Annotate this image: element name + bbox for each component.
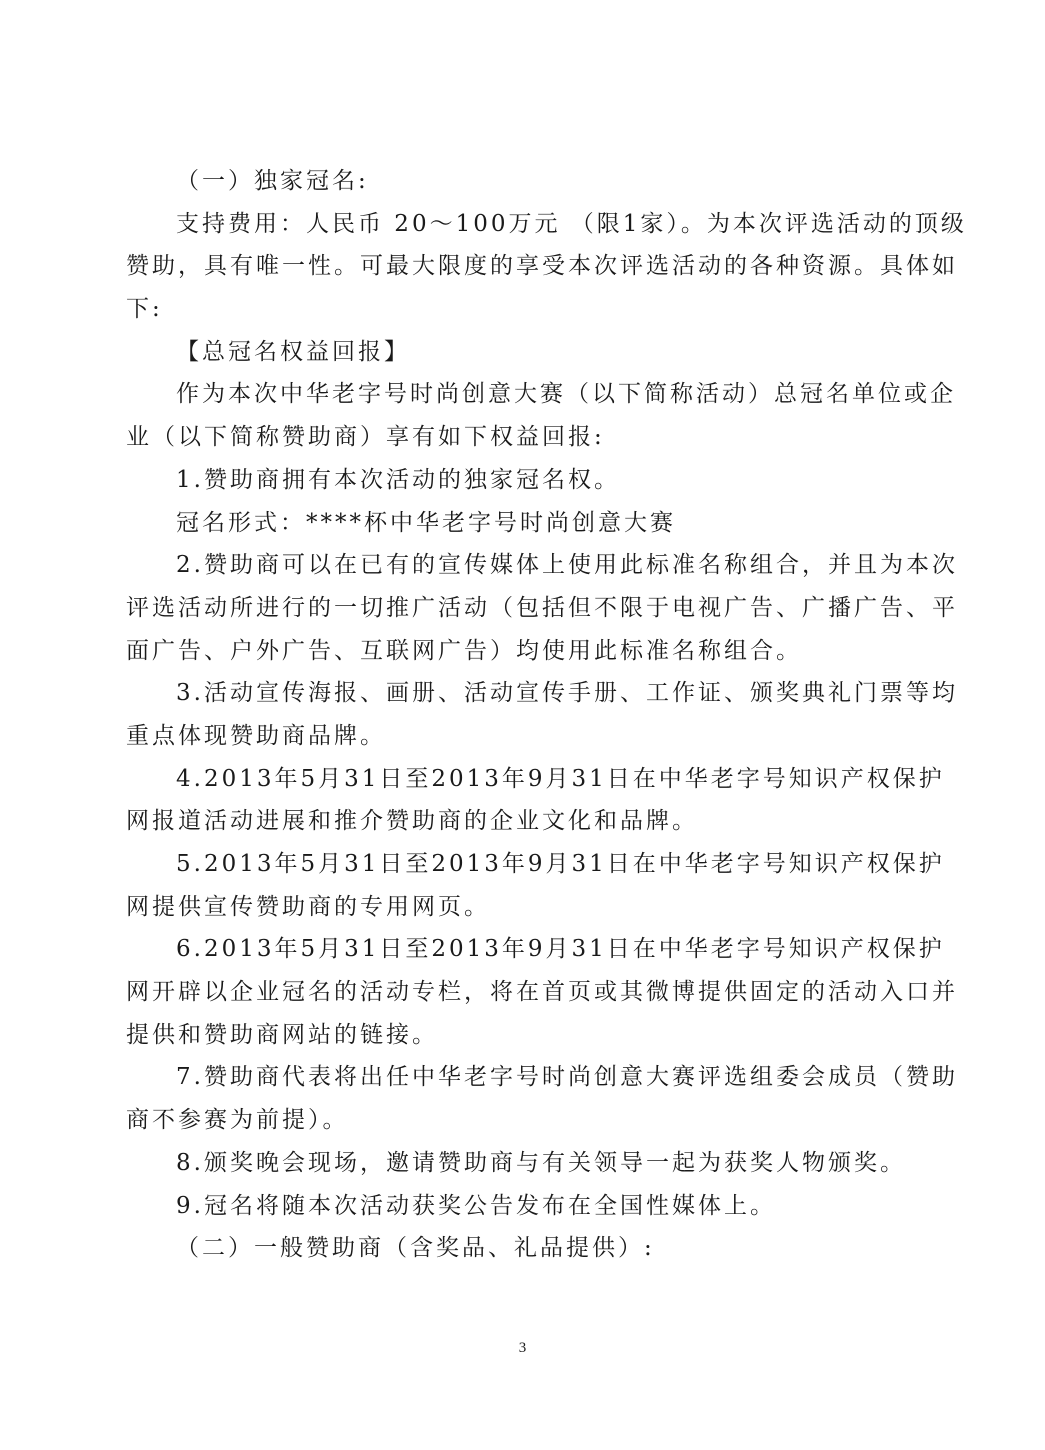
list-item-8: 8.颁奖晚会现场，邀请赞助商与有关领导一起为获奖人物颁奖。 bbox=[176, 1149, 906, 1176]
paragraph-line: 网提供宣传赞助商的专用网页。 bbox=[126, 893, 490, 920]
paragraph-line: 网开辟以企业冠名的活动专栏，将在首页或其微博提供固定的活动入口并 bbox=[126, 979, 958, 1006]
paragraph-line: 业（以下简称赞助商）享有如下权益回报: bbox=[126, 424, 605, 451]
paragraph-line: 支持费用：人民币 20～100万元 （限1家）。为本次评选活动的顶级 bbox=[176, 210, 967, 237]
paragraph-line: 下: bbox=[126, 296, 163, 323]
list-item-7: 7.赞助商代表将出任中华老字号时尚创意大赛评选组委会成员（赞助 bbox=[176, 1064, 958, 1091]
naming-format-line: 冠名形式：****杯中华老字号时尚创意大赛 bbox=[176, 509, 676, 536]
subheading-title-sponsor-benefits: 【总冠名权益回报】 bbox=[176, 338, 410, 365]
paragraph-line: 商不参赛为前提）。 bbox=[126, 1107, 349, 1134]
section-heading-exclusive-naming: （一）独家冠名: bbox=[176, 168, 369, 194]
paragraph-line: 作为本次中华老字号时尚创意大赛（以下简称活动）总冠名单位或企 bbox=[176, 381, 956, 408]
list-item-3: 3.活动宣传海报、画册、活动宣传手册、工作证、颁奖典礼门票等均 bbox=[176, 680, 958, 707]
paragraph-line: 评选活动所进行的一切推广活动（包括但不限于电视广告、广播广告、平 bbox=[126, 594, 958, 621]
section-heading-general-sponsor: （二）一般赞助商（含奖品、礼品提供）: bbox=[176, 1235, 655, 1262]
list-item-2: 2.赞助商可以在已有的宣传媒体上使用此标准名称组合，并且为本次 bbox=[176, 552, 958, 579]
list-item-9: 9.冠名将随本次活动获奖公告发布在全国性媒体上。 bbox=[176, 1192, 776, 1219]
list-item-1: 1.赞助商拥有本次活动的独家冠名权。 bbox=[176, 466, 620, 493]
document-body bbox=[126, 160, 967, 1270]
paragraph-line: 提供和赞助商网站的链接。 bbox=[126, 1021, 438, 1048]
paragraph-line: 网报道活动进展和推介赞助商的企业文化和品牌。 bbox=[126, 808, 698, 835]
paragraph-line: 重点体现赞助商品牌。 bbox=[126, 722, 386, 749]
paragraph-line: 面广告、户外广告、互联网广告）均使用此标准名称组合。 bbox=[126, 637, 802, 664]
list-item-5: 5.2013年5月31日至2013年9月31日在中华老字号知识产权保护 bbox=[176, 851, 945, 877]
paragraph-line: 赞助，具有唯一性。可最大限度的享受本次评选活动的各种资源。具体如 bbox=[126, 253, 958, 280]
page-number: 3 bbox=[518, 1340, 527, 1356]
list-item-6: 6.2013年5月31日至2013年9月31日在中华老字号知识产权保护 bbox=[176, 936, 945, 963]
list-item-4: 4.2013年5月31日至2013年9月31日在中华老字号知识产权保护 bbox=[176, 765, 945, 792]
